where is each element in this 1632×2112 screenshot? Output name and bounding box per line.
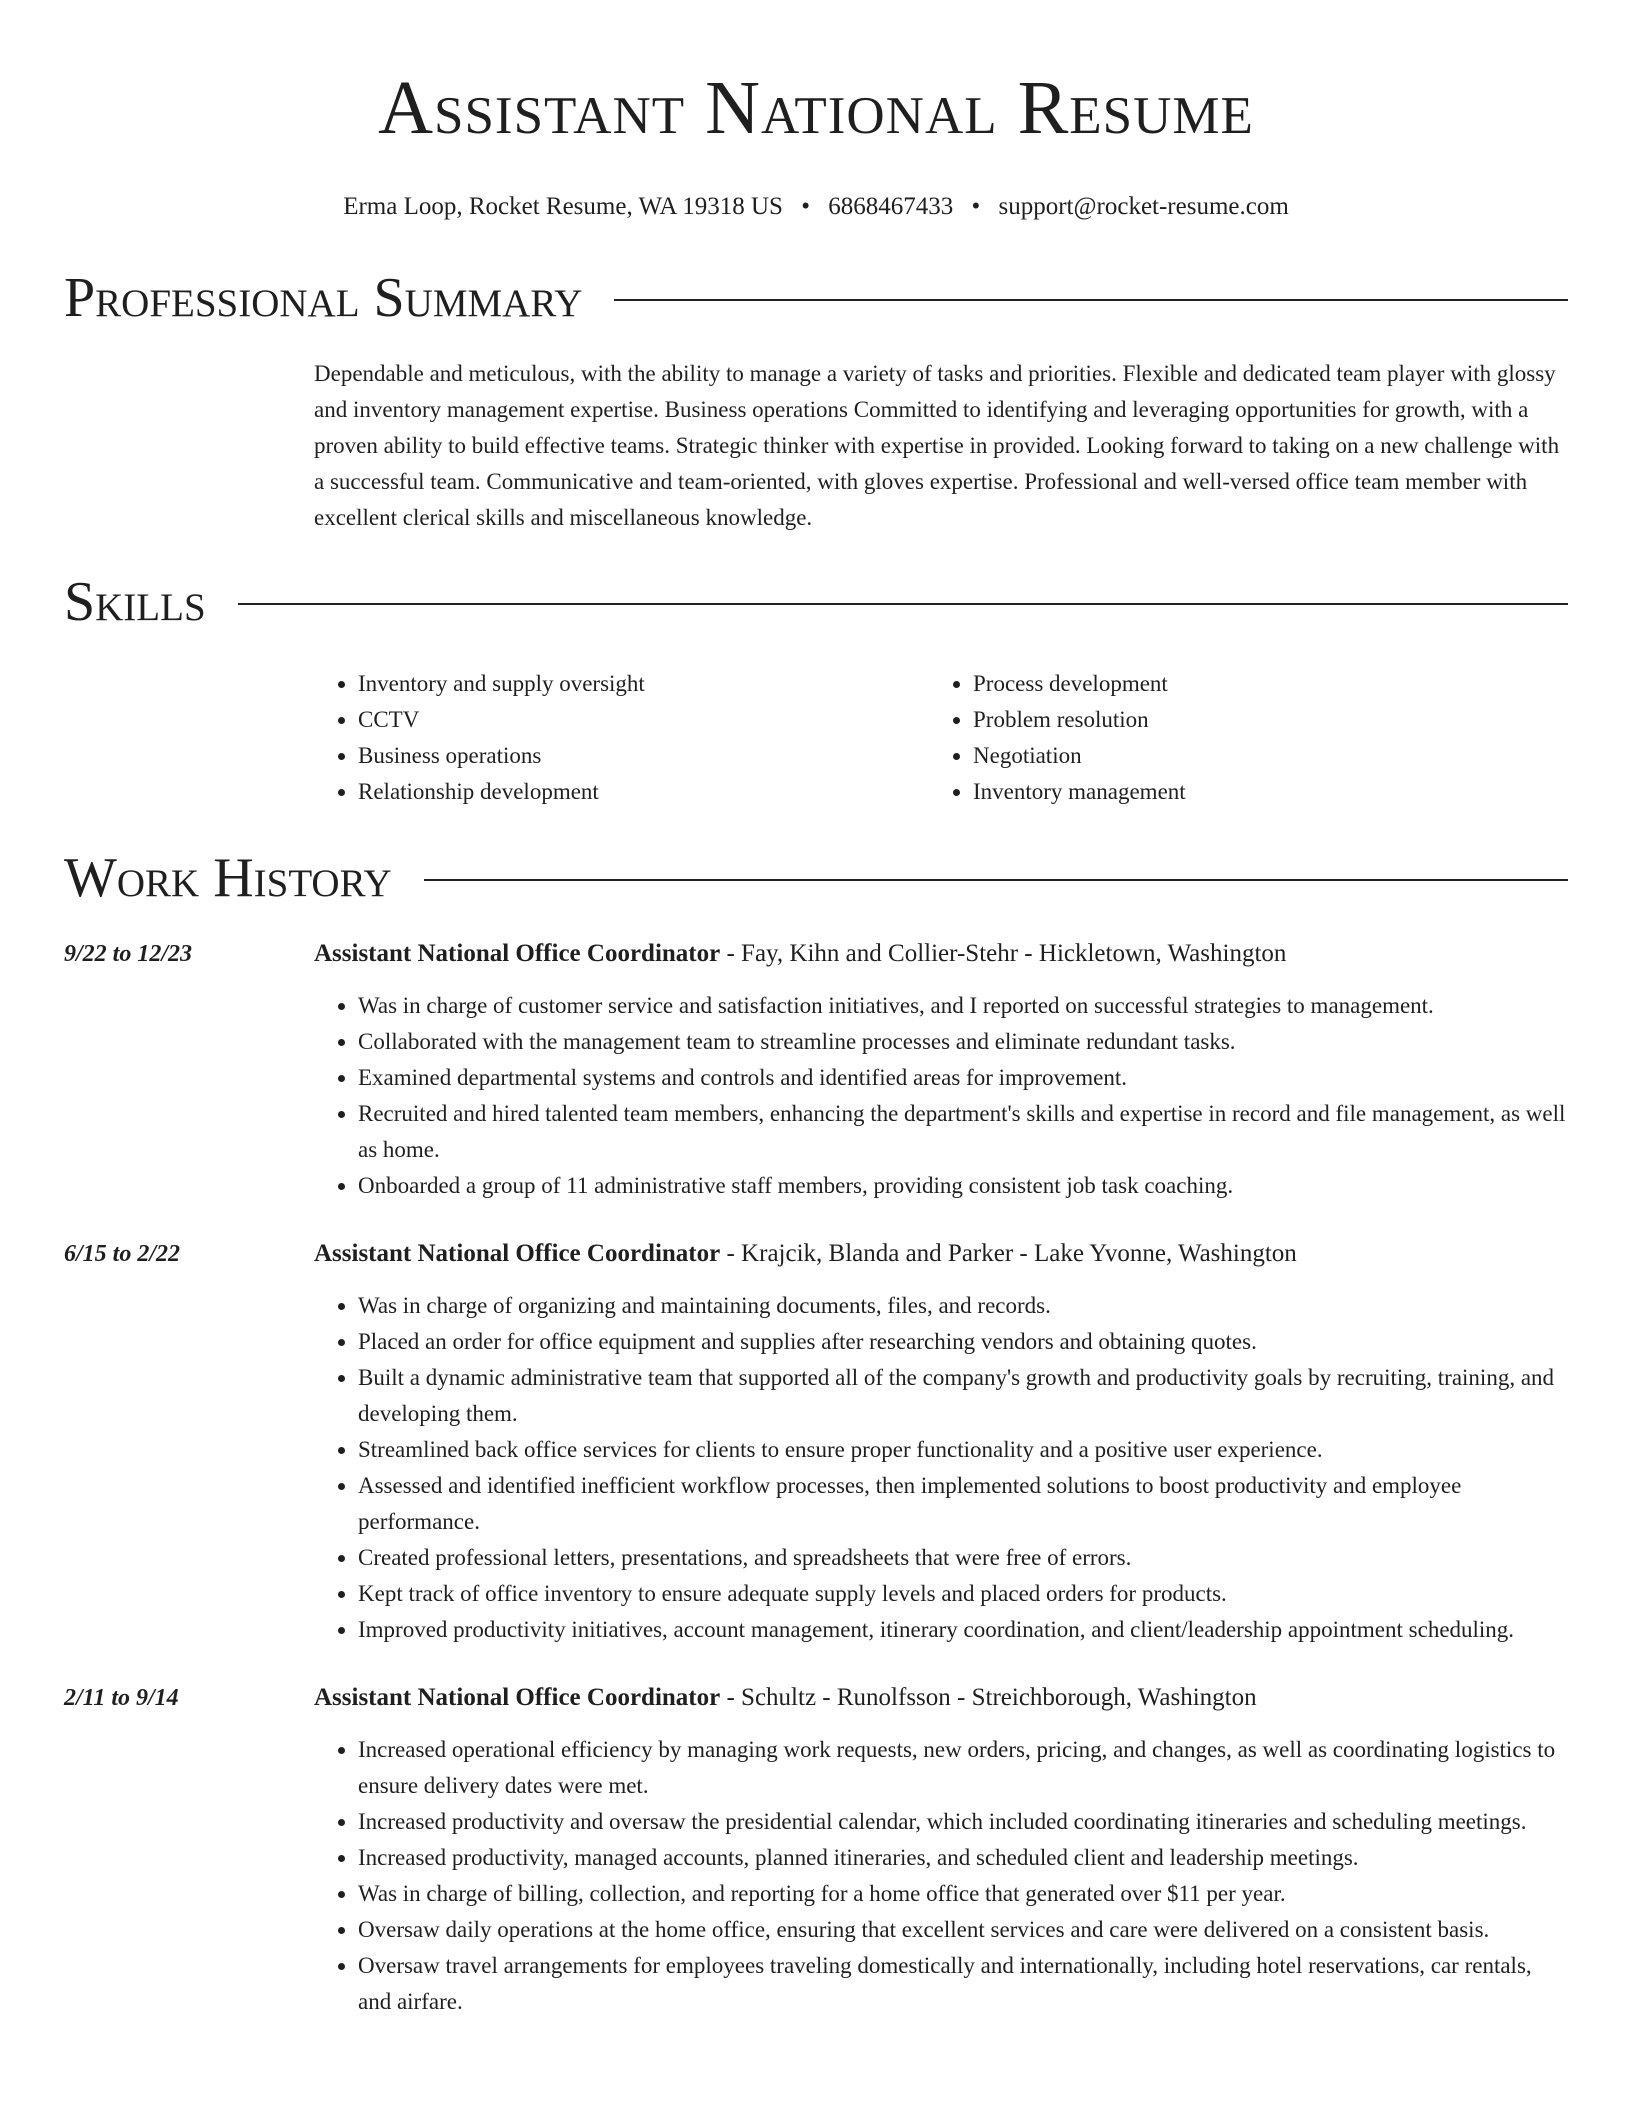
summary-heading: Professional Summary (64, 267, 583, 329)
resume-title: Assistant National Resume (378, 66, 1254, 150)
contact-separator: • (801, 193, 810, 220)
job-bullet: • Oversaw daily operations at the home office, ensuring that excellent services and care were delivered on a consistent basis. (358, 1912, 1568, 1948)
job-role: Assistant National Office Coordinator (314, 1240, 721, 1267)
job-entry (64, 1680, 1568, 2020)
job-bullet: • Recruited and hired talented team members, enhancing the department's skills and expertise in record and file management, as well as home. (358, 1096, 1568, 1168)
job-bullet: • Examined departmental systems and controls and identified areas for improvement. (358, 1060, 1568, 1096)
summary-body (314, 356, 1568, 536)
section-divider (238, 603, 1568, 605)
skills-section (64, 562, 1568, 810)
job-bullet: • Onboarded a group of 11 administrative staff members, providing consistent job task coaching. (358, 1168, 1568, 1204)
job-bullet: • Assessed and identified inefficient workflow processes, then implemented solutions to boost productivity and employee performance. (358, 1468, 1568, 1540)
job-responsibilities (314, 988, 1568, 1204)
job-header (64, 936, 1568, 972)
contact-address: Erma Loop, Rocket Resume, WA 19318 US (343, 193, 783, 220)
contact-line (64, 192, 1568, 222)
job-title-line (314, 1680, 1257, 1716)
skill-item: • Relationship development (358, 774, 929, 810)
section-divider (424, 879, 1568, 881)
job-dates: 6/15 to 2/22 (64, 1241, 181, 1267)
skill-item: • Inventory management (973, 774, 1544, 810)
summary-section (64, 258, 1568, 536)
summary-text: Dependable and meticulous, with the ability to manage a variety of tasks and priorities. Flexible and dedicated team player with glossy and inventory management expertise. Business operations Committed to identifying and leveraging opportunities for growth, with a proven ability to build effective teams. Strategic thinker with expertise in provided. Looking forward to taking on a new challenge with a successful team. Communicative and team-oriented, with gloves expertise. Professional and well-versed office team member with excellent clerical skills and miscellaneous knowledge. (314, 361, 1560, 530)
contact-phone: 6868467433 (828, 193, 954, 220)
skill-item: • Negotiation (973, 738, 1544, 774)
skill-item: • Inventory and supply oversight (358, 666, 929, 702)
job-dates: 2/11 to 9/14 (64, 1685, 179, 1711)
job-company-location: - Fay, Kihn and Collier-Stehr - Hickletown, Washington (720, 940, 1287, 967)
job-bullet: • Oversaw travel arrangements for employees traveling domestically and internationally, including hotel reservations, car rentals, and airfare. (358, 1948, 1568, 2020)
job-role: Assistant National Office Coordinator (314, 1684, 721, 1711)
skill-item: • Business operations (358, 738, 929, 774)
job-bullet: • Was in charge of billing, collection, and reporting for a home office that generated over $11 per year. (358, 1876, 1568, 1912)
job-bullet: • Improved productivity initiatives, account management, itinerary coordination, and client/leadership appointment scheduling. (358, 1612, 1568, 1648)
skills-list (314, 666, 1568, 810)
job-bullet: • Streamlined back office services for clients to ensure proper functionality and a positive user experience. (358, 1432, 1568, 1468)
skills-header (64, 562, 1568, 642)
skills-heading: Skills (64, 571, 206, 633)
job-entry (64, 936, 1568, 1204)
job-bullet: • Increased operational efficiency by managing work requests, new orders, pricing, and changes, as well as coordinating logistics to ensure delivery dates were met. (358, 1732, 1568, 1804)
job-bullet: • Was in charge of customer service and satisfaction initiatives, and I reported on successful strategies to management. (358, 988, 1568, 1024)
job-bullet: • Built a dynamic administrative team that supported all of the company's growth and productivity goals by recruiting, training, and developing them. (358, 1360, 1568, 1432)
work-history-section (64, 838, 1568, 2020)
job-responsibilities (314, 1732, 1568, 2020)
job-dates: 9/22 to 12/23 (64, 941, 193, 967)
skill-item: • CCTV (358, 702, 929, 738)
job-bullet: • Created professional letters, presentations, and spreadsheets that were free of errors. (358, 1540, 1568, 1576)
job-responsibilities (314, 1288, 1568, 1648)
job-company-location: - Krajcik, Blanda and Parker - Lake Yvonne, Washington (720, 1240, 1297, 1267)
skill-item: • Process development (973, 666, 1544, 702)
job-bullet: • Collaborated with the management team to streamline processes and eliminate redundant tasks. (358, 1024, 1568, 1060)
job-bullet: • Kept track of office inventory to ensure adequate supply levels and placed orders for products. (358, 1576, 1568, 1612)
job-company-location: - Schultz - Runolfsson - Streichborough, Washington (720, 1684, 1257, 1711)
skills-column-right (929, 666, 1544, 810)
job-bullet: • Placed an order for office equipment and supplies after researching vendors and obtaining quotes. (358, 1324, 1568, 1360)
contact-separator: • (971, 193, 981, 220)
job-role: Assistant National Office Coordinator (314, 940, 721, 967)
work-history-header (64, 838, 1568, 918)
contact-email[interactable]: support@rocket-resume.com (998, 193, 1289, 220)
job-bullet: • Increased productivity and oversaw the presidential calendar, which included coordinating itineraries and scheduling meetings. (358, 1804, 1568, 1840)
job-bullet: • Was in charge of organizing and maintaining documents, files, and records. (358, 1288, 1568, 1324)
section-divider (614, 299, 1568, 301)
job-header (64, 1680, 1568, 1716)
skills-column-left (314, 666, 929, 810)
job-entry (64, 1236, 1568, 1648)
work-history-heading: Work History (64, 847, 392, 909)
summary-header (64, 258, 1568, 338)
job-title-line (314, 1236, 1297, 1272)
job-bullet: • Increased productivity, managed accounts, planned itineraries, and scheduled client and leadership meetings. (358, 1840, 1568, 1876)
job-header (64, 1236, 1568, 1272)
skill-item: • Problem resolution (973, 702, 1544, 738)
job-title-line (314, 936, 1286, 972)
